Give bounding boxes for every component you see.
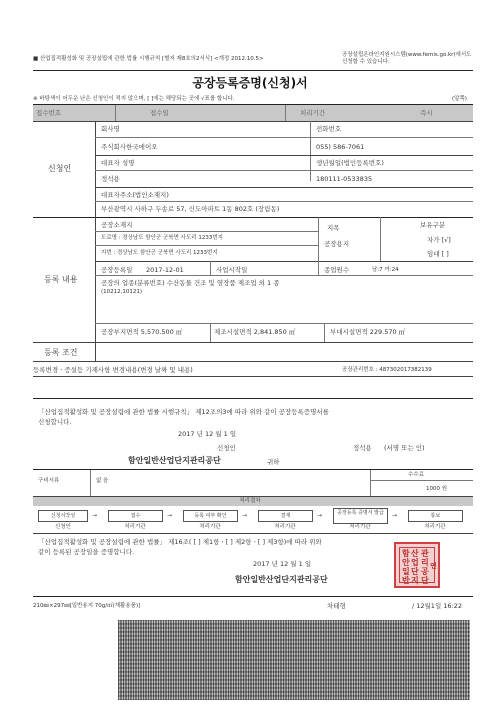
- declaration-date: 2017 년 12 월 1 일: [178, 430, 237, 438]
- process-step-6: 통보: [408, 510, 463, 522]
- representative-value: 정석용: [101, 175, 120, 183]
- seal-char: 인: [430, 561, 437, 570]
- seal-char: 함: [402, 548, 410, 558]
- receipt-date-label: 접수일: [150, 109, 169, 117]
- product-description: 공장의 업종(분류번호) 수산동물 건조 및 염장품 제조업 외 1 종: [101, 279, 280, 287]
- representative-label: 대표자 성명: [101, 159, 135, 167]
- land-area: 공장부지면적 5,570.500 ㎡: [101, 328, 183, 336]
- seal-char: 단: [411, 566, 419, 576]
- recipient-name: 함안일반산업단지관리공단: [128, 456, 221, 465]
- processing-period-value: 즉시: [420, 109, 433, 117]
- process-actor-3: 처리기관: [199, 524, 221, 530]
- arrow-icon: →: [92, 512, 98, 519]
- official-seal: [394, 542, 440, 588]
- rule: [33, 217, 473, 218]
- seal-char: 업: [411, 557, 419, 567]
- process-step-2: 접수: [108, 510, 163, 522]
- applicant-sign-name: 정석용: [353, 444, 372, 452]
- registration-date-value: 2017-12-01: [146, 266, 184, 274]
- receipt-row: [33, 105, 473, 121]
- conditions-label: 등록 조건: [44, 348, 78, 357]
- divider: [95, 121, 96, 217]
- birth-label: 생년월일(법인등록번호): [316, 159, 384, 167]
- arrow-icon: →: [167, 512, 173, 519]
- divider: [95, 342, 96, 361]
- rule: [95, 231, 318, 232]
- divider: [370, 470, 371, 496]
- ownership-lease[interactable]: 임대 [ ]: [427, 250, 449, 258]
- divider: [210, 261, 211, 275]
- company-name-label: 회사명: [101, 125, 120, 133]
- rule: [33, 121, 473, 122]
- seal-char: 지: [411, 575, 419, 585]
- rule: [95, 323, 473, 324]
- rule: [95, 170, 473, 171]
- process-title: 처리절차: [239, 498, 261, 504]
- rule: [95, 187, 473, 188]
- registration-section-label: 등록 내용: [44, 275, 78, 284]
- regulation-note: ■ 산업집적활성화 및 공장설립에 관한 법률 시행규칙 [별지 제8호의2서식] <개정 2012.10.5>: [33, 56, 264, 62]
- factory-location-label: 공장소재지: [101, 221, 133, 229]
- process-actor-5: 처리기관: [349, 524, 371, 530]
- employees-value: 남:7 여:24: [372, 267, 399, 273]
- required-docs-label: 구비서류: [38, 478, 60, 484]
- rule: [33, 533, 473, 534]
- process-step-3: 등록 여부 확인: [183, 510, 238, 522]
- employees-label: 종업원수: [324, 266, 350, 274]
- registration-date-label: 공장등록일: [101, 266, 133, 274]
- rule: [33, 342, 473, 343]
- issue-timestamp: / 12월1일 16:22: [412, 602, 463, 610]
- process-actor-6: 처리기관: [424, 524, 446, 530]
- certification-date: 2017 년 12 월 1 일: [253, 560, 312, 568]
- applicant-sign-label: 신청인: [217, 444, 236, 452]
- process-step-1: 신청서작성: [38, 510, 88, 522]
- manufacturing-area: 제조시설면적 2,841.850 ㎡: [214, 328, 296, 336]
- phone-label: 전화번호: [316, 125, 342, 133]
- process-actor-4: 처리기관: [274, 524, 296, 530]
- seal-char: 공: [421, 566, 429, 576]
- divider: [318, 261, 319, 275]
- ownership-own[interactable]: 자가 [√]: [427, 236, 451, 244]
- rule: [33, 376, 473, 377]
- certification-text-2: 같이 등록된 공장임을 증명합니다.: [38, 548, 135, 556]
- fee-value: 1000 원: [426, 486, 448, 492]
- divider: [210, 323, 211, 342]
- rule: [95, 275, 473, 276]
- site-note: 공장설립온라인지원시스템(www.femis.go.kr)에서도 신청할 수 있습니다.: [342, 52, 472, 65]
- page-title: 공장등록증명(신청)서: [192, 76, 308, 90]
- declaration-text-2: 신청합니다.: [38, 418, 72, 426]
- process-actor-1: 신청인: [55, 524, 71, 530]
- road-address: 도로명 : 경상남도 함안군 군북면 사도리 1233번지: [101, 235, 223, 241]
- address-value: 부산광역시 사하구 두송로 57, 신도아파트 1동 802호 (장림동): [101, 205, 280, 213]
- certification-text-1: 「산업집적활성화 및 공장설립에 관한 법률」 제16조( [ ] 제1항ㆍ[ ] 제2항ㆍ[ ] 제3항)에 따라 위와: [38, 538, 322, 546]
- receipt-no-label: 접수번호: [36, 109, 62, 117]
- process-step-4: 결재: [258, 510, 313, 522]
- process-step-5: 공장등록 증명서 발급: [333, 508, 388, 524]
- security-barcode-image: [118, 620, 470, 700]
- seal-char: 관: [421, 548, 429, 558]
- lot-address: 지번 : 경상남도 함안군 군북면 사도리 1233번지: [101, 250, 218, 256]
- seal-char: 산: [411, 548, 419, 558]
- rule: [95, 245, 318, 246]
- recipient-suffix: 귀하: [267, 458, 280, 466]
- processing-period-label: 처리기간: [300, 109, 326, 117]
- declaration-text-1: 「산업집적활성화 및 공장설립에 관한 법률 시행규칙」 제12조의3에 따라 위와 같이 공장등록증명서를: [38, 408, 329, 416]
- address-label: 대표자주소(법인소재지): [101, 191, 169, 199]
- rule: [370, 480, 473, 481]
- fee-label: 수수료: [408, 472, 424, 478]
- divider: [310, 121, 311, 181]
- company-name-value: 주식회사한국에이오: [101, 143, 158, 151]
- phone-value: 055) 586-7061: [316, 143, 365, 151]
- ownership-label: 보유구분: [420, 221, 446, 229]
- ancillary-area: 부대시설면적 229.570 ㎡: [330, 328, 406, 336]
- issuer-name: 함안일반산업단지관리공단: [235, 575, 328, 584]
- seal-char: 단: [421, 575, 429, 585]
- instruction-note: ※ 바탕색이 어두운 난은 신청인이 적지 않으며, [ ]에는 해당되는 곳에 √표를 합니다.: [33, 96, 235, 102]
- divider: [90, 470, 91, 496]
- seal-char: 리: [421, 557, 429, 567]
- divider: [380, 217, 381, 261]
- seal-char: 안: [402, 557, 410, 567]
- operation-start-label: 사업시작일: [216, 266, 248, 274]
- arrow-icon: →: [242, 512, 248, 519]
- arrow-icon: →: [317, 512, 323, 519]
- rule: [33, 469, 473, 470]
- title-top-rule: [33, 70, 473, 71]
- birth-value: 180111-0533835: [316, 175, 373, 183]
- divider: [285, 105, 286, 121]
- rule: [95, 155, 473, 156]
- rule: [95, 261, 473, 262]
- zoning-label: 지목: [327, 224, 340, 232]
- signature-note: (서명 또는 인): [384, 444, 425, 452]
- product-codes: (10212,10121): [101, 289, 143, 295]
- zoning-value: 공장용지: [324, 240, 350, 248]
- divider: [324, 323, 325, 342]
- rule: [95, 201, 473, 202]
- seal-char: 일: [402, 566, 410, 576]
- paper-size-note: 210㎜×297㎜[일반용지 70g/㎡(재활용품)]: [33, 603, 141, 609]
- changes-label: 등록변경ㆍ증설등 기재사항 변경내용(변경 날짜 및 내용): [33, 366, 193, 374]
- applicant-section-label: 신청인: [48, 164, 72, 173]
- management-number: 공장관리번호 : 487302017382139: [342, 367, 432, 373]
- page-side-label: (앞쪽): [452, 96, 467, 102]
- arrow-icon: →: [392, 512, 398, 519]
- staff-name: 차태형: [327, 602, 346, 610]
- rule: [33, 361, 473, 362]
- divider: [115, 105, 116, 121]
- required-docs-value: 없 음: [96, 478, 109, 484]
- process-actor-2: 처리기관: [124, 524, 146, 530]
- rule: [33, 596, 473, 597]
- rule: [95, 137, 473, 138]
- rule: [33, 398, 473, 399]
- seal-char: 반: [402, 575, 410, 585]
- divider: [318, 217, 319, 261]
